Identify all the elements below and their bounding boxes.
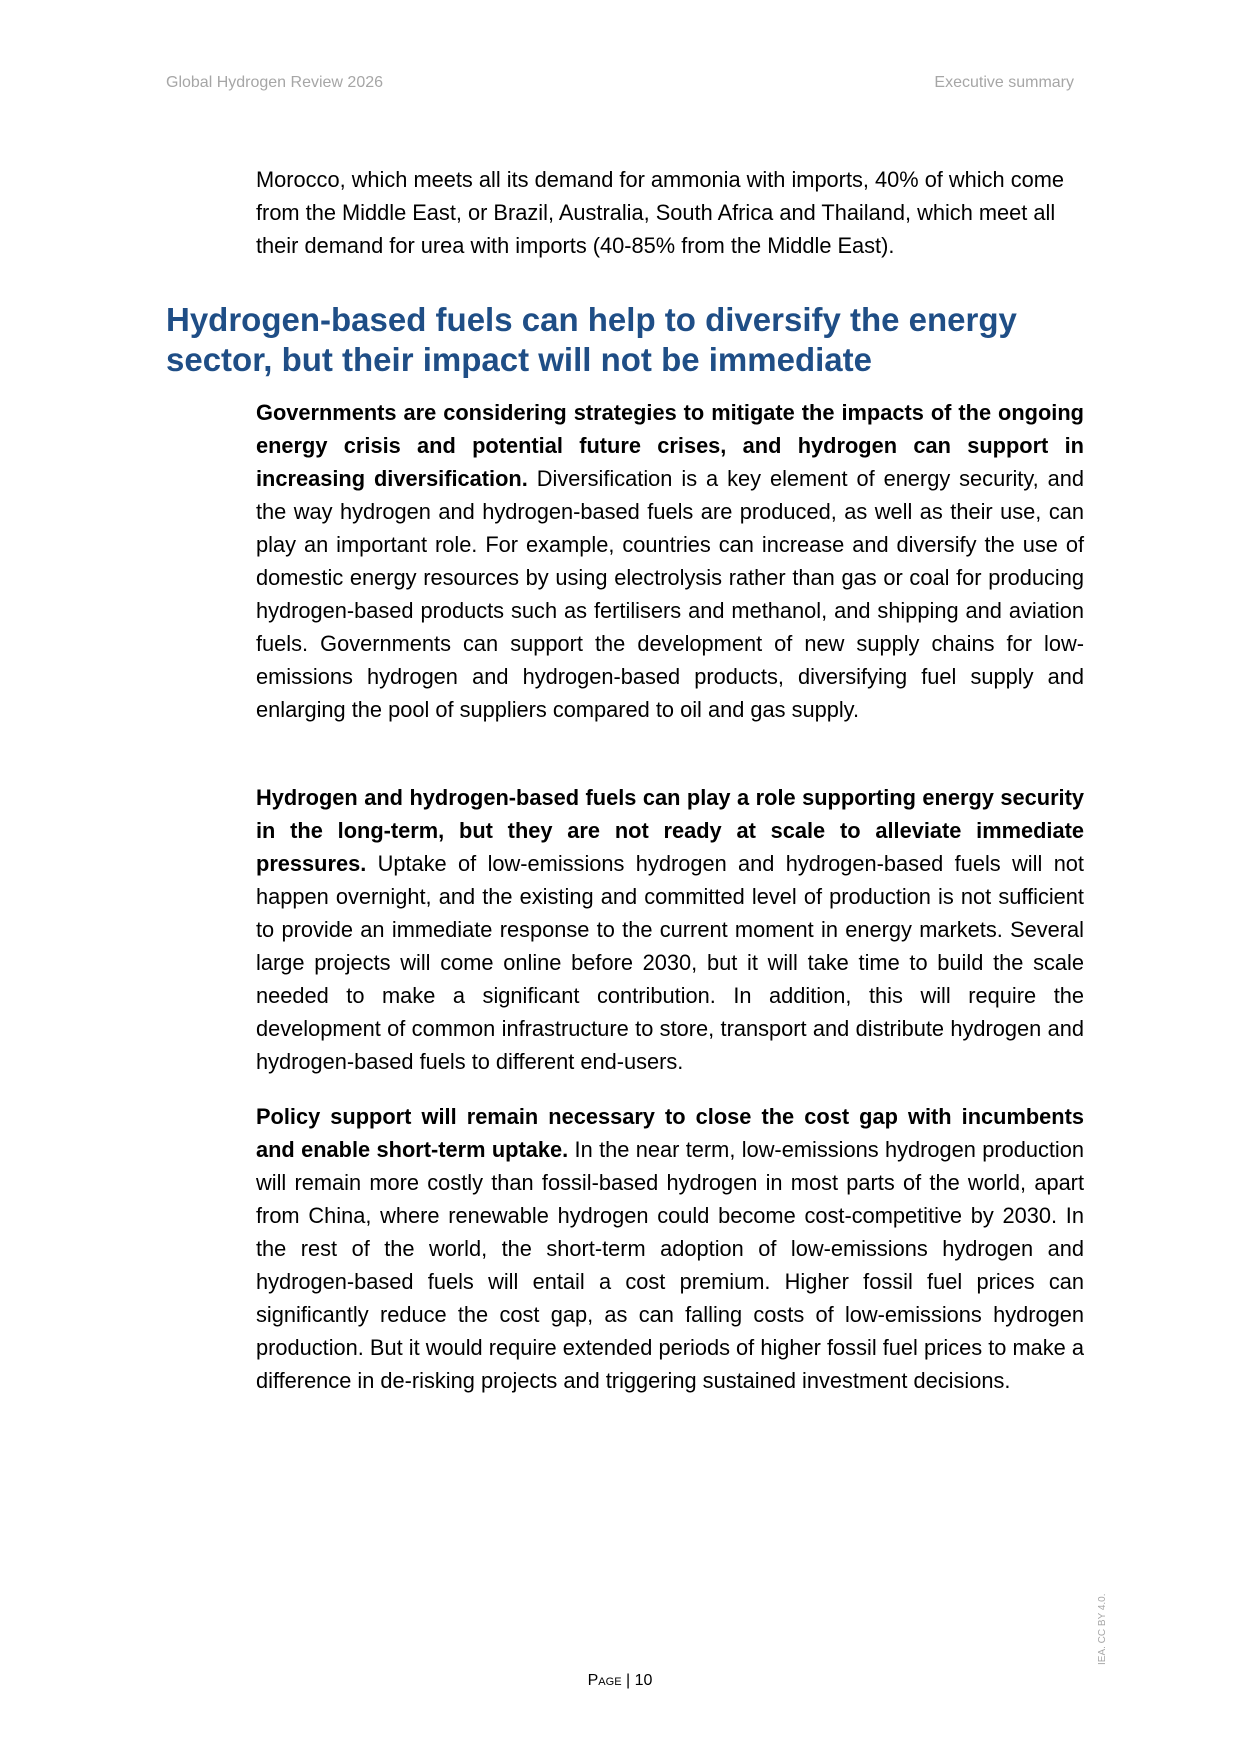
paragraph-lead: Governments are considering strategies to mitigate the impacts of the ongoing energy crisis and potential future crises, and hydrogen can support in increasing diversification. xyxy=(256,400,1084,491)
body-paragraph xyxy=(256,1100,1084,1397)
paragraph-text: Uptake of low-emissions hydrogen and hydrogen-based fuels will not happen overnight, and the existing and committed level of production is not sufficient to provide an immediate response to the current moment in energy markets. Several large projects will come online before 2030, but it will take time to build the scale needed to make a significant contribution. In addition, this will require the development of common infrastructure to store, transport and distribute hydrogen and hydrogen-based fuels to different end-users. xyxy=(256,851,1084,1074)
page-footer xyxy=(0,1672,1240,1690)
page-label: Page xyxy=(587,1672,622,1689)
license-notice: IEA. CC BY 4.0. xyxy=(1097,1593,1108,1665)
page-number: 10 xyxy=(634,1672,653,1689)
body-paragraph xyxy=(256,396,1084,726)
paragraph-lead: Hydrogen and hydrogen-based fuels can play a role supporting energy security in the long-term, but they are not ready at scale to alleviate immediate pressures. xyxy=(256,785,1084,876)
intro-paragraph: Morocco, which meets all its demand for ammonia with imports, 40% of which come from the Middle East, or Brazil, Australia, South Africa and Thailand, which meet all their demand for urea with imports (40-85% from the Middle East). xyxy=(256,167,1065,258)
section-heading: Hydrogen-based fuels can help to diversify the energy sector, but their impact will not be immediate xyxy=(166,301,1017,378)
body-paragraph xyxy=(256,781,1084,1078)
paragraph-lead: Policy support will remain necessary to close the cost gap with incumbents and enable short-term uptake. xyxy=(256,1104,1084,1162)
page-separator: | xyxy=(621,1672,635,1689)
running-header-title: Global Hydrogen Review 2026 xyxy=(166,74,384,91)
paragraph-text: Diversification is a key element of energy security, and the way hydrogen and hydrogen-based fuels are produced, as well as their use, can play an important role. For example, countries can increase and diversify the use of domestic energy resources by using electrolysis rather than gas or coal for producing hydrogen-based products such as fertilisers and methanol, and shipping and aviation fuels. Governments can support the development of new supply chains for low-emissions hydrogen and hydrogen-based products, diversifying fuel supply and enlarging the pool of suppliers compared to oil and gas supply. xyxy=(256,466,1084,722)
paragraph-text: In the near term, low-emissions hydrogen production will remain more costly than fossil-based hydrogen in most parts of the world, apart from China, where renewable hydrogen could become cost-competitive by 2030. In the rest of the world, the short-term adoption of low-emissions hydrogen and hydrogen-based fuels will entail a cost premium. Higher fossil fuel prices can significantly reduce the cost gap, as can falling costs of low-emissions hydrogen production. But it would require extended periods of higher fossil fuel prices to make a difference in de-risking projects and triggering sustained investment decisions. xyxy=(256,1137,1084,1393)
running-header-section: Executive summary xyxy=(934,74,1074,91)
